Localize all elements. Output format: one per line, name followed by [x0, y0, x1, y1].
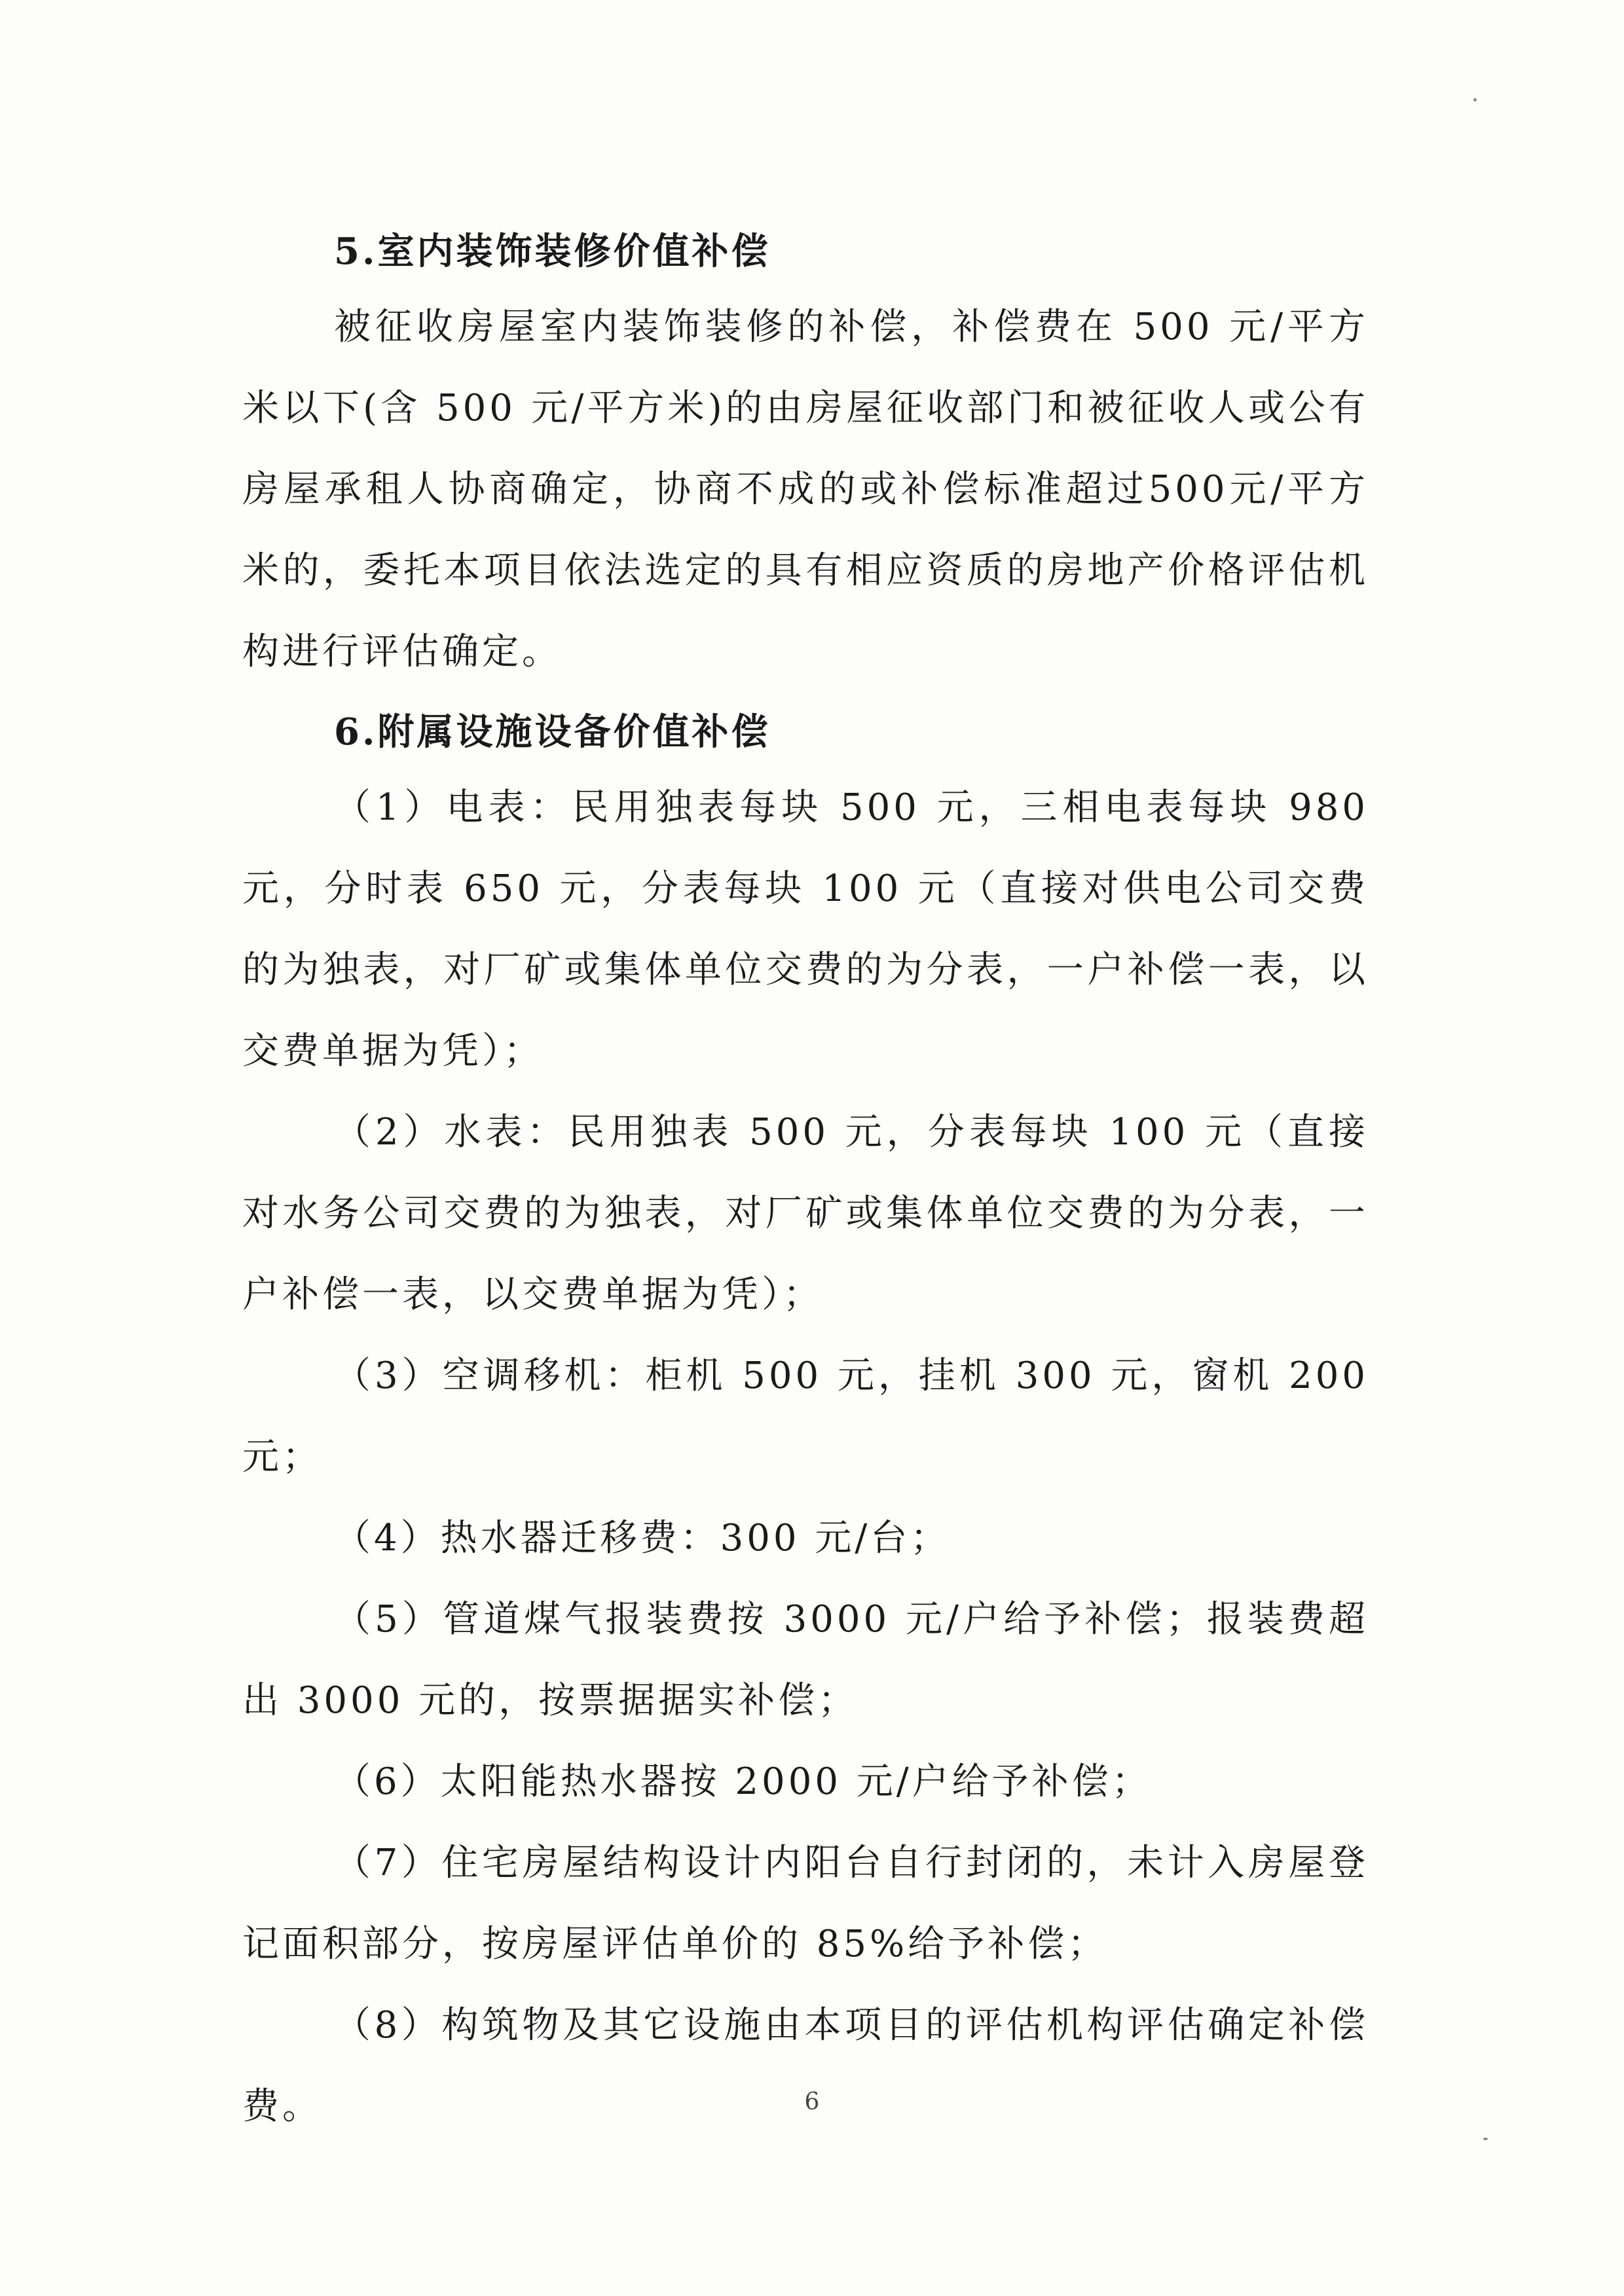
page-content [242, 216, 1369, 2147]
list-item: （8）构筑物及其它设施由本项目的评估机构评估确定补偿费。 [242, 2004, 1369, 2128]
paragraph: 被征收房屋室内装饰装修的补偿，补偿费在 500 元/平方米以下(含 500 元/平方米)的由房屋征收部门和被征收人或公有房屋承租人协商确定，协商不成的或补偿标准超过500元/平方米的，委托本项目依法选定的具有相应资质的房地产价格评估机构进行评估确定。 [242, 306, 1369, 673]
list-item: （2）水表：民用独表 500 元，分表每块 100 元（直接对水务公司交费的为独表，对厂矿或集体单位交费的为分表，一户补偿一表，以交费单据为凭）； [242, 1111, 1369, 1316]
list-item: （6）太阳能热水器按 2000 元/户给予补偿； [334, 1760, 1152, 1803]
scan-speck [1483, 2138, 1488, 2140]
list-item: （4）热水器迁移费：300 元/台； [334, 1517, 951, 1559]
list-item: （5）管道煤气报装费按 3000 元/户给予补偿；报装费超出 3000 元的，按票据据实补偿； [242, 1598, 1369, 1722]
page-number: 6 [804, 2088, 820, 2115]
section-heading-6: 6.附属设施设备价值补偿 [334, 710, 771, 754]
section-heading-5: 5.室内装饰装修价值补偿 [334, 230, 771, 273]
list-item: （3）空调移机：柜机 500 元，挂机 300 元，窗机 200 元； [242, 1355, 1369, 1478]
scan-speck [1473, 98, 1477, 101]
list-item: （7）住宅房屋结构设计内阳台自行封闭的，未计入房屋登记面积部分，按房屋评估单价的 85%给予补偿； [242, 1842, 1369, 1965]
list-item: （1）电表：民用独表每块 500 元，三相电表每块 980 元，分时表 650 元，分表每块 100 元（直接对供电公司交费的为独表，对厂矿或集体单位交费的为分表，一户补偿一表，以交费单据为凭）； [242, 786, 1369, 1072]
